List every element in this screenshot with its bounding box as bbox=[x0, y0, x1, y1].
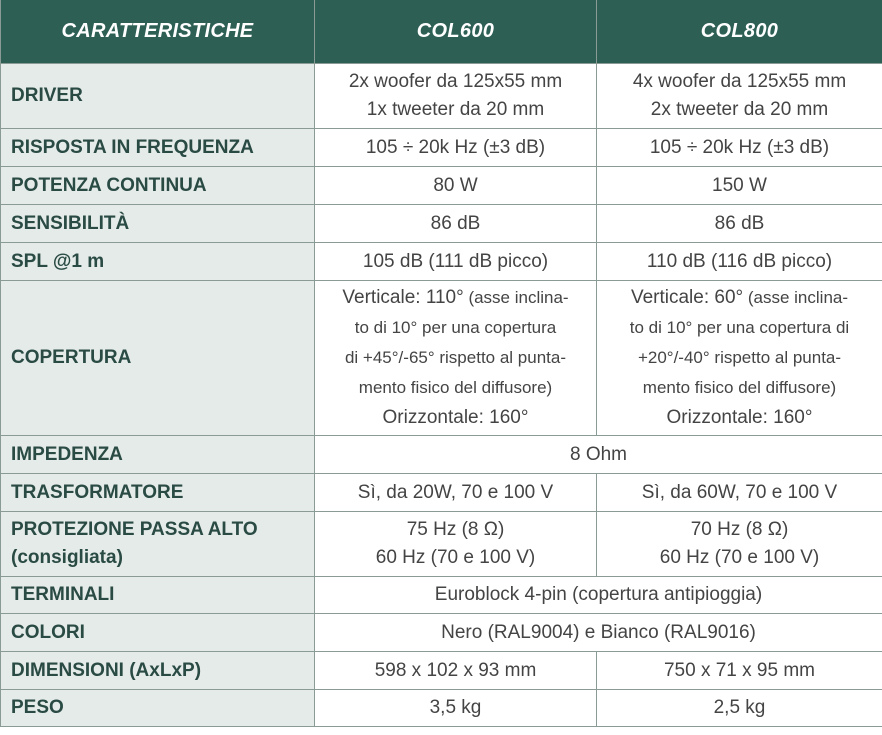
sensibilita-col600: 86 dB bbox=[315, 205, 597, 243]
driver-col600 bbox=[315, 64, 597, 129]
label-copertura: COPERTURA bbox=[1, 281, 315, 436]
peso-col600: 3,5 kg bbox=[315, 690, 597, 727]
header-row bbox=[1, 0, 882, 64]
copertura-col800 bbox=[597, 281, 882, 436]
trasformatore-col800: Sì, da 60W, 70 e 100 V bbox=[597, 474, 882, 512]
label-protezione-line1: PROTEZIONE PASSA ALTO bbox=[11, 519, 258, 540]
spl-col600: 105 dB (111 dB picco) bbox=[315, 243, 597, 281]
row-copertura bbox=[1, 281, 882, 436]
frequenza-col600: 105 ÷ 20k Hz (±3 dB) bbox=[315, 129, 597, 167]
dimensioni-col600: 598 x 102 x 93 mm bbox=[315, 652, 597, 690]
protezione-col800 bbox=[597, 512, 882, 577]
peso-col800: 2,5 kg bbox=[597, 690, 882, 727]
row-driver bbox=[1, 64, 882, 129]
driver-col600-line2: 1x tweeter da 20 mm bbox=[366, 99, 545, 120]
spl-col800: 110 dB (116 dB picco) bbox=[597, 243, 882, 281]
row-spl bbox=[1, 243, 882, 281]
copertura-col600-line2: to di 10° per una copertura bbox=[354, 318, 557, 337]
dimensioni-col800: 750 x 71 x 95 mm bbox=[597, 652, 882, 690]
row-sensibilita bbox=[1, 205, 882, 243]
label-impedenza: IMPEDENZA bbox=[1, 436, 315, 474]
row-colori bbox=[1, 614, 882, 652]
trasformatore-col600: Sì, da 20W, 70 e 100 V bbox=[315, 474, 597, 512]
copertura-col600 bbox=[315, 281, 597, 436]
protezione-col800-line2: 60 Hz (70 e 100 V) bbox=[659, 547, 820, 568]
row-potenza bbox=[1, 167, 882, 205]
driver-col600-line1: 2x woofer da 125x55 mm bbox=[348, 71, 563, 92]
row-dimensioni bbox=[1, 652, 882, 690]
label-terminali: TERMINALI bbox=[1, 577, 315, 614]
header-col800: COL800 bbox=[597, 0, 882, 64]
copertura-col800-text bbox=[597, 283, 882, 433]
label-protezione bbox=[1, 512, 315, 577]
header-col600: COL600 bbox=[315, 0, 597, 64]
label-spl: SPL @1 m bbox=[1, 243, 315, 281]
frequenza-col800: 105 ÷ 20k Hz (±3 dB) bbox=[597, 129, 882, 167]
copertura-col800-line4: mento fisico del diffusore) bbox=[642, 378, 837, 397]
row-terminali bbox=[1, 577, 882, 614]
row-impedenza bbox=[1, 436, 882, 474]
copertura-col800-horizontal: Orizzontale: 160° bbox=[666, 407, 813, 428]
copertura-col600-text bbox=[315, 283, 596, 433]
copertura-col600-line3: di +45°/-65° rispetto al punta- bbox=[344, 348, 567, 367]
label-sensibilita: SENSIBILITÀ bbox=[1, 205, 315, 243]
copertura-col600-line4: mento fisico del diffusore) bbox=[358, 378, 553, 397]
copertura-col800-line2: to di 10° per una copertura di bbox=[629, 318, 850, 337]
label-potenza: POTENZA CONTINUA bbox=[1, 167, 315, 205]
potenza-col800: 150 W bbox=[597, 167, 882, 205]
row-peso bbox=[1, 690, 882, 727]
row-protezione bbox=[1, 512, 882, 577]
colori-value: Nero (RAL9004) e Bianco (RAL9016) bbox=[315, 614, 882, 652]
label-driver: DRIVER bbox=[1, 64, 315, 129]
label-trasformatore: TRASFORMATORE bbox=[1, 474, 315, 512]
copertura-col800-line3: +20°/-40° rispetto al punta- bbox=[637, 348, 842, 367]
label-colori: COLORI bbox=[1, 614, 315, 652]
label-dimensioni: DIMENSIONI (AxLxP) bbox=[1, 652, 315, 690]
protezione-col600-line1: 75 Hz (8 Ω) bbox=[406, 519, 505, 540]
driver-col800-line2: 2x tweeter da 20 mm bbox=[650, 99, 829, 120]
driver-col800 bbox=[597, 64, 882, 129]
protezione-col800-line1: 70 Hz (8 Ω) bbox=[690, 519, 789, 540]
label-protezione-line2: (consigliata) bbox=[11, 547, 123, 568]
terminali-value: Euroblock 4-pin (copertura antipioggia) bbox=[315, 577, 882, 614]
impedenza-value: 8 Ohm bbox=[315, 436, 882, 474]
protezione-col600-line2: 60 Hz (70 e 100 V) bbox=[375, 547, 536, 568]
copertura-col800-vertical: Verticale: 60° bbox=[630, 287, 744, 308]
copertura-col600-vertical: Verticale: 110° bbox=[342, 287, 464, 308]
label-peso: PESO bbox=[1, 690, 315, 727]
potenza-col600: 80 W bbox=[315, 167, 597, 205]
copertura-col600-line1: (asse inclina- bbox=[463, 288, 569, 307]
header-caratteristiche: CARATTERISTICHE bbox=[1, 0, 315, 64]
copertura-col600-horizontal: Orizzontale: 160° bbox=[382, 407, 529, 428]
row-trasformatore bbox=[1, 474, 882, 512]
copertura-col800-line1: (asse inclina- bbox=[743, 288, 849, 307]
row-frequenza bbox=[1, 129, 882, 167]
protezione-col600 bbox=[315, 512, 597, 577]
sensibilita-col800: 86 dB bbox=[597, 205, 882, 243]
label-frequenza: RISPOSTA IN FREQUENZA bbox=[1, 129, 315, 167]
driver-col800-line1: 4x woofer da 125x55 mm bbox=[632, 71, 847, 92]
